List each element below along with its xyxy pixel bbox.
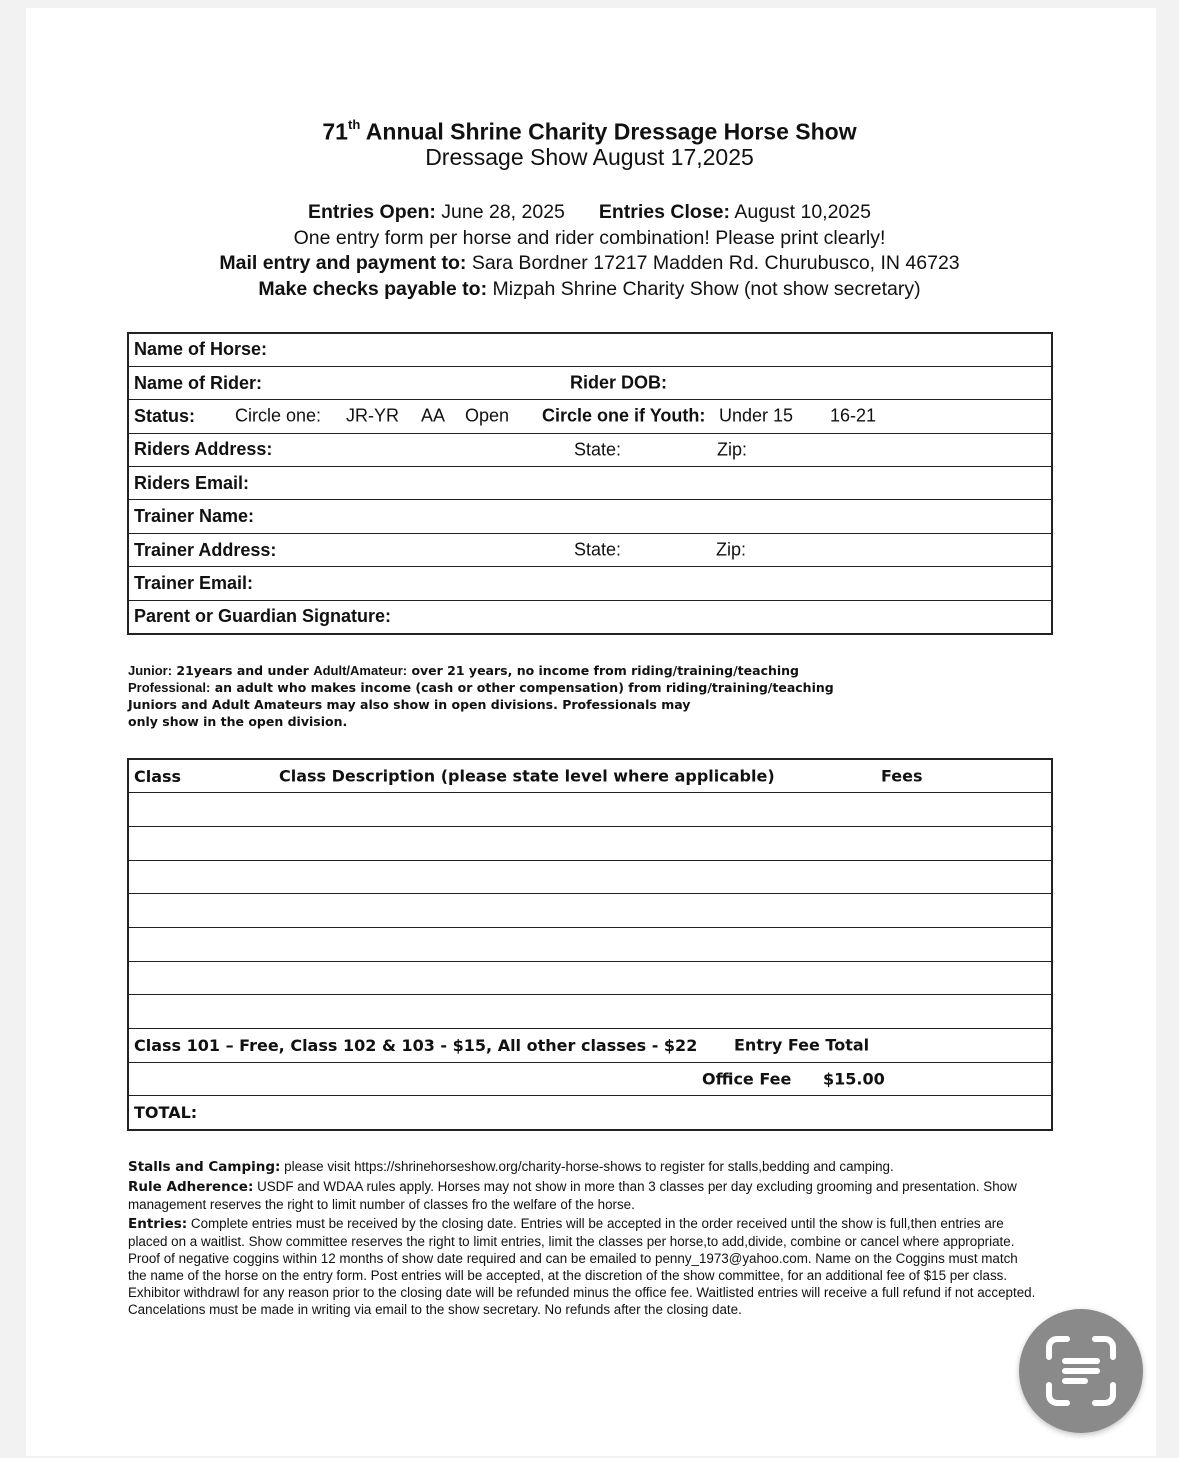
class-row (128, 961, 1052, 995)
total-cell[interactable] (128, 1096, 1052, 1130)
guardian-signature-label: Parent or Guardian Signature: (134, 606, 392, 627)
trainer-zip-label: Zip: (716, 539, 747, 560)
office-fee-label: Office Fee (702, 1069, 792, 1089)
entries-label: Entries: (128, 1216, 188, 1232)
fee-schedule-row (128, 1029, 1052, 1063)
class-entry-cell[interactable] (128, 826, 1052, 860)
trainer-address-label: Trainer Address: (134, 539, 277, 560)
rider-dob-label: Rider DOB: (570, 372, 668, 393)
live-text-scan-button[interactable] (1019, 1309, 1143, 1433)
class-row (128, 860, 1052, 894)
trainer-email-label: Trainer Email: (134, 572, 254, 593)
office-fee-cell (128, 1062, 1052, 1096)
adult-label: Adult/Amateur: (313, 663, 408, 678)
form-row-guardian (128, 600, 1052, 633)
rider-name-field[interactable] (128, 366, 1052, 399)
option-aa[interactable]: AA (421, 405, 446, 426)
form-row-rider (128, 366, 1052, 399)
def-line-2 (128, 679, 834, 696)
mail-address: Sara Bordner 17217 Madden Rd. Churubusco, IN 46723 (466, 252, 960, 274)
form-row-trainer-name (128, 500, 1052, 533)
class-entry-cell[interactable] (128, 860, 1052, 894)
riders-email-field[interactable] (128, 467, 1052, 500)
trainer-state-label: State: (574, 539, 622, 560)
guardian-signature-field[interactable] (128, 600, 1052, 633)
page-subtitle: Dressage Show August 17,2025 (425, 144, 754, 170)
division-definitions (128, 662, 834, 730)
live-text-scan-icon (1043, 1333, 1119, 1409)
def-line-4: only show in the open division. (128, 714, 348, 729)
status-label: Status: (134, 405, 196, 426)
form-row-trainer-email (128, 567, 1052, 600)
class-entry-cell[interactable] (128, 793, 1052, 827)
title-ordinal: th (347, 117, 361, 132)
checks-payee: Mizpah Shrine Charity Show (not show secretary) (487, 277, 921, 300)
entry-dates (0, 200, 1179, 226)
form-row-horse (128, 333, 1052, 366)
trainer-email-field[interactable] (128, 567, 1052, 600)
rider-name-label: Name of Rider: (134, 372, 263, 393)
col-description: Class Description (please state level where applicable) (279, 766, 775, 786)
form-row-status (128, 400, 1052, 433)
entries-open-value: June 28, 2025 (435, 201, 565, 223)
class-entry-cell[interactable] (128, 961, 1052, 995)
pro-text: an adult who makes income (cash or other compensation) from riding/training/teaching (210, 680, 834, 695)
trainer-name-field[interactable] (128, 500, 1052, 533)
class-entry-cell[interactable] (128, 894, 1052, 928)
entry-fee-total-label: Entry Fee Total (734, 1035, 870, 1055)
entries-open-label: Entries Open: (308, 201, 436, 223)
fee-schedule-cell (128, 1029, 1052, 1063)
office-fee-row (128, 1062, 1052, 1096)
show-notes (128, 1158, 1038, 1320)
circle-one-label: Circle one: (235, 405, 322, 426)
entries-close-label: Entries Close: (598, 201, 731, 223)
option-jryr[interactable]: JR-YR (346, 405, 399, 426)
title-number: 71 (322, 118, 348, 145)
rider-info-table (127, 332, 1053, 635)
stalls-label: Stalls and Camping: (128, 1159, 281, 1175)
col-fees: Fees (881, 766, 923, 786)
junior-label: Junior: (128, 663, 173, 678)
rules-label: Rule Adherence: (128, 1179, 254, 1195)
class-header-cell (128, 759, 1052, 793)
class-entry-table (127, 758, 1053, 1131)
stalls-text: please visit https://shrinehorseshow.org/charity-horse-shows to register for stalls,bedding and camping. (280, 1159, 894, 1174)
entries-close-value: August 10,2025 (730, 201, 871, 223)
total-label: TOTAL: (134, 1102, 198, 1122)
col-class: Class (134, 766, 182, 786)
stalls-note (128, 1158, 1038, 1176)
entry-info (0, 200, 1179, 302)
trainer-address-field[interactable] (128, 533, 1052, 566)
class-row (128, 927, 1052, 961)
title-text: Annual Shrine Charity Dressage Horse Show (360, 118, 857, 145)
mail-label: Mail entry and payment to: (219, 252, 467, 274)
circle-youth-label: Circle one if Youth: (542, 405, 706, 426)
adult-text: over 21 years, no income from riding/training/teaching (407, 663, 800, 678)
option-under-15[interactable]: Under 15 (719, 405, 794, 426)
class-row (128, 793, 1052, 827)
one-entry-note: One entry form per horse and rider combination! Please print clearly! (293, 226, 886, 249)
def-line-3: Juniors and Adult Amateurs may also show in open divisions. Professionals may (128, 697, 691, 712)
mail-to (0, 251, 1179, 277)
form-row-trainer-address (128, 533, 1052, 566)
form-row-riders-address (128, 433, 1052, 466)
riders-address-label: Riders Address: (134, 439, 273, 460)
def-line-1 (128, 662, 834, 679)
class-entry-cell[interactable] (128, 995, 1052, 1029)
riders-zip-label: Zip: (717, 439, 748, 460)
status-field[interactable] (128, 400, 1052, 433)
rules-text: USDF and WDAA rules apply. Horses may not show in more than 3 classes per day excluding grooming and presentation. Show management reserves the right to limit number of classes fro the welfare of the horse. (128, 1179, 1017, 1212)
office-fee-value: $15.00 (823, 1069, 885, 1089)
pro-label: Professional: (128, 680, 211, 695)
form-row-riders-email (128, 467, 1052, 500)
class-row (128, 995, 1052, 1029)
checks-payable (0, 277, 1179, 303)
riders-state-label: State: (574, 439, 622, 460)
total-row (128, 1096, 1052, 1130)
class-header-row (128, 759, 1052, 793)
class-entry-cell[interactable] (128, 927, 1052, 961)
option-open[interactable]: Open (465, 405, 510, 426)
trainer-name-label: Trainer Name: (134, 506, 255, 527)
checks-label: Make checks payable to: (258, 277, 488, 300)
entries-note (128, 1215, 1038, 1318)
class-row (128, 894, 1052, 928)
riders-email-label: Riders Email: (134, 472, 250, 493)
riders-address-field[interactable] (128, 433, 1052, 466)
rules-note (128, 1178, 1038, 1213)
fee-schedule: Class 101 – Free, Class 102 & 103 - $15, All other classes - $22 (134, 1035, 698, 1055)
horse-name-label: Name of Horse: (134, 339, 268, 360)
class-row (128, 826, 1052, 860)
junior-text: 21years and under (172, 663, 314, 678)
horse-name-field[interactable] (128, 333, 1052, 366)
option-16-21[interactable]: 16-21 (830, 405, 877, 426)
entries-text: Complete entries must be received by the closing date. Entries will be accepted in the order received until the show is full,then entries are placed on a waitlist. Show committee reserves the right to limit entries, limit the classes per horse,to add,divide, combine or cancel where appropriate. Proof of negative coggins within 12 months of show date required and can be emailed to penny_1973@yahoo.com. Name on the Coggins must match the name of the horse on the entry form. Post entries will be accepted, at the discretion of the show committee, for an additional fee of $15 per class. Exhibitor withdrawl for any reason prior to the closing date will be refunded minus the office fee. Waitlisted entries will receive a full refund if not accepted. Cancelations must be made in writing via email to the show secretary. No refunds after the closing date. (128, 1216, 1036, 1317)
